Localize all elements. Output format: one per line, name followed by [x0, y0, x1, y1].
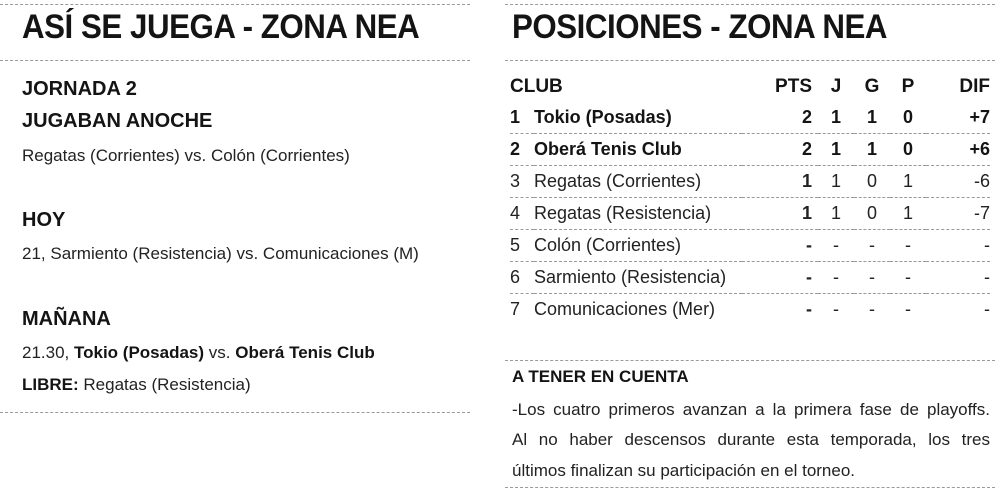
header-p: P [901, 76, 915, 97]
table-row [510, 198, 990, 230]
row-pos: 1 [510, 102, 534, 134]
table-row [510, 294, 990, 326]
row-p: - [890, 262, 926, 294]
header-g: G [864, 76, 880, 97]
row-pts: 2 [742, 134, 818, 166]
row-g: 0 [854, 198, 890, 230]
row-p: 0 [890, 134, 926, 166]
row-j: 1 [818, 166, 854, 198]
schedule-title: ASÍ SE JUEGA - ZONA NEA [22, 8, 420, 46]
row-j: 1 [818, 102, 854, 134]
row-j: 1 [818, 198, 854, 230]
table-row [510, 102, 990, 134]
hoy-match: 21, Sarmiento (Resistencia) vs. Comunicaciones (M) [22, 244, 419, 263]
row-j: - [818, 262, 854, 294]
divider [505, 4, 995, 5]
header-club: CLUB [510, 76, 563, 97]
standings-panel [505, 0, 995, 494]
divider [0, 60, 470, 61]
standings-title: POSICIONES - ZONA NEA [512, 8, 888, 46]
divider [505, 60, 995, 61]
row-j: - [818, 230, 854, 262]
row-pts: 1 [742, 166, 818, 198]
row-club: Regatas (Corrientes) [534, 166, 742, 198]
row-pos: 6 [510, 262, 534, 294]
libre-team: Regatas (Resistencia) [83, 375, 251, 394]
note-line-1: -Los cuatro primeros avanzan a la primera fase de playoffs. [512, 400, 990, 419]
row-pts: - [806, 299, 812, 319]
row-dif: - [984, 299, 990, 319]
row-dif: -6 [926, 166, 990, 198]
libre-line [22, 375, 251, 395]
row-p: 1 [890, 166, 926, 198]
manana-vs: vs. [208, 343, 231, 362]
row-pts: 2 [742, 102, 818, 134]
note-line-3: últimos finalizan su participación en el torneo. [512, 461, 856, 480]
table-row [510, 134, 990, 166]
row-p: - [890, 230, 926, 262]
row-g: - [869, 299, 875, 319]
row-j: - [833, 299, 839, 319]
libre-label: LIBRE: [22, 375, 79, 394]
table-row [510, 262, 990, 294]
manana-time: 21.30, [22, 343, 70, 362]
row-pos: 5 [510, 230, 534, 262]
manana-heading: MAÑANA [22, 308, 111, 330]
row-dif: - [926, 230, 990, 262]
row-pts: - [742, 262, 818, 294]
row-club: Regatas (Resistencia) [534, 198, 742, 230]
divider [505, 360, 995, 361]
row-g: 0 [854, 166, 890, 198]
row-dif: +7 [926, 102, 990, 134]
manana-match [22, 343, 375, 363]
row-g: - [854, 230, 890, 262]
row-pts: 1 [742, 198, 818, 230]
note-line-2: Al no haber descensos durante esta temporada, los tres [512, 430, 990, 449]
row-p: 0 [890, 102, 926, 134]
row-g: 1 [854, 102, 890, 134]
divider [505, 487, 995, 488]
divider [0, 4, 470, 5]
row-dif: -7 [926, 198, 990, 230]
row-pos: 3 [510, 166, 534, 198]
row-club: Sarmiento (Resistencia) [534, 262, 742, 294]
header-j: J [830, 76, 842, 97]
row-pos: 4 [510, 198, 534, 230]
row-dif: +6 [926, 134, 990, 166]
row-p: - [905, 299, 911, 319]
hoy-heading: HOY [22, 209, 66, 231]
jornada-heading: JORNADA 2 [22, 78, 137, 100]
row-g: 1 [854, 134, 890, 166]
row-club: Oberá Tenis Club [534, 134, 742, 166]
row-pts: - [742, 230, 818, 262]
row-g: - [854, 262, 890, 294]
row-club: Tokio (Posadas) [534, 102, 742, 134]
table-row [510, 230, 990, 262]
divider [0, 412, 470, 413]
row-pos: 2 [510, 134, 534, 166]
row-pos: 7 [510, 299, 521, 319]
manana-team1: Tokio (Posadas) [74, 343, 205, 362]
schedule-panel [0, 0, 470, 494]
row-club: Colón (Corrientes) [534, 230, 742, 262]
row-p: 1 [890, 198, 926, 230]
standings-table [510, 72, 990, 325]
table-row [510, 166, 990, 198]
header-pts: PTS [775, 76, 812, 97]
anoche-match: Regatas (Corrientes) vs. Colón (Corrientes) [22, 146, 350, 165]
anoche-heading: JUGABAN ANOCHE [22, 110, 213, 132]
row-j: 1 [818, 134, 854, 166]
manana-team2: Oberá Tenis Club [235, 343, 375, 362]
table-header [510, 72, 990, 102]
notes-heading: A TENER EN CUENTA [512, 367, 689, 386]
header-dif: DIF [959, 76, 990, 97]
row-club: Comunicaciones (Mer) [534, 299, 716, 319]
row-dif: - [926, 262, 990, 294]
